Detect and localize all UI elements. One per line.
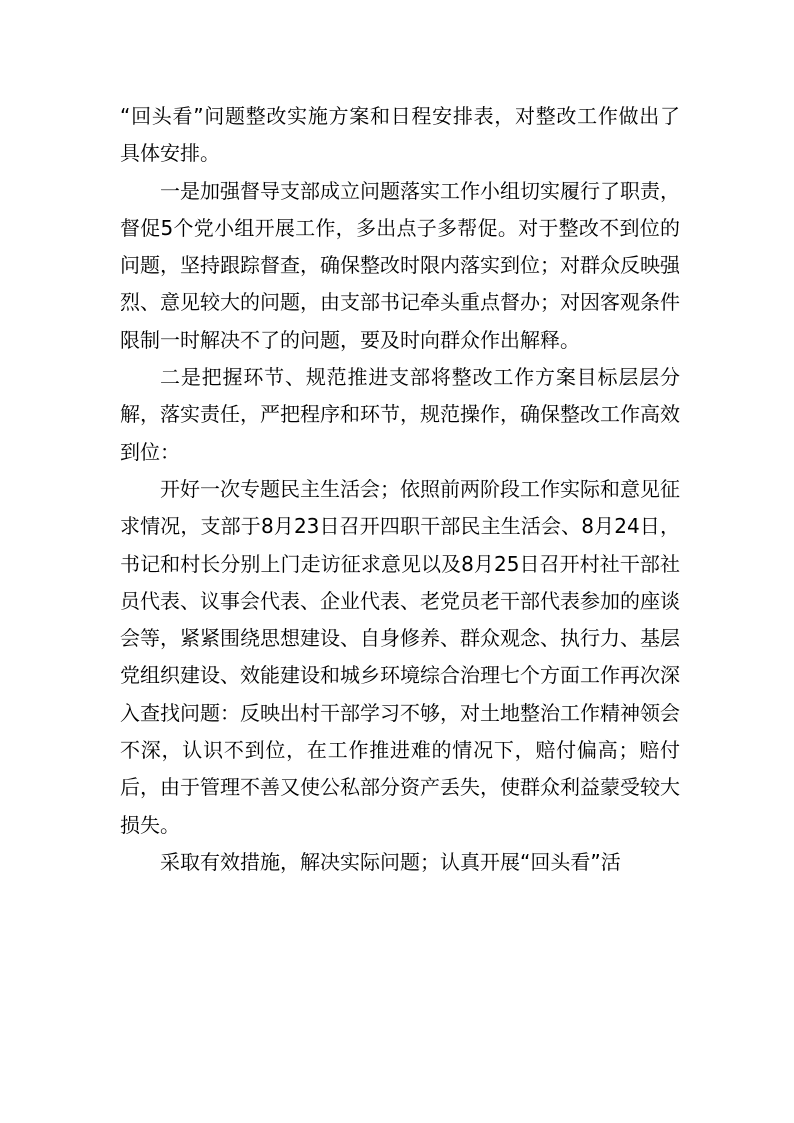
paragraph-point-one: 一是加强督导支部成立问题落实工作小组切实履行了职责，督促5个党小组开展工作，多出点子多帮促。对于整改不到位的问题，坚持跟踪督查，确保整改时限内落实到位；对群众反映强烈、意见较大的问题，由支部书记牵头重点督办；对因客观条件限制一时解决不了的问题，要及时向群众作出解释。 (120, 178, 680, 352)
paragraph-measures: 采取有效措施，解决实际问题；认真开展“回头看”活 (160, 849, 621, 874)
paragraph-meeting: 开好一次专题民主生活会；依照前两阶段工作实际和意见征求情况，支部于8月23日召开四职干部民主生活会、8月24日，书记和村长分别上门走访征求意见以及8月25日召开村社干部社员代表、议事会代表、企业代表、老党员老干部代表参加的座谈会等，紧紧围绕思想建设、自身修养、群众观念、执行力、基层党组织建设、效能建设和城乡环境综合治理七个方面工作再次深入查找问题：反映出村干部学习不够，对土地整治工作精神领会不深，认识不到位，在工作推进难的情况下，赔付偏高；赔付后，由于管理不善又使公私部分资产丢失，使群众利益蒙受较大损失。 (120, 476, 680, 837)
paragraph-intro-continuation: “回头看”问题整改实施方案和日程安排表，对整改工作做出了具体安排。 (120, 104, 680, 166)
document-body (120, 98, 680, 881)
paragraph-point-two: 二是把握环节、规范推进支部将整改工作方案目标层层分解，落实责任，严把程序和环节，规范操作，确保整改工作高效到位： (120, 365, 680, 464)
